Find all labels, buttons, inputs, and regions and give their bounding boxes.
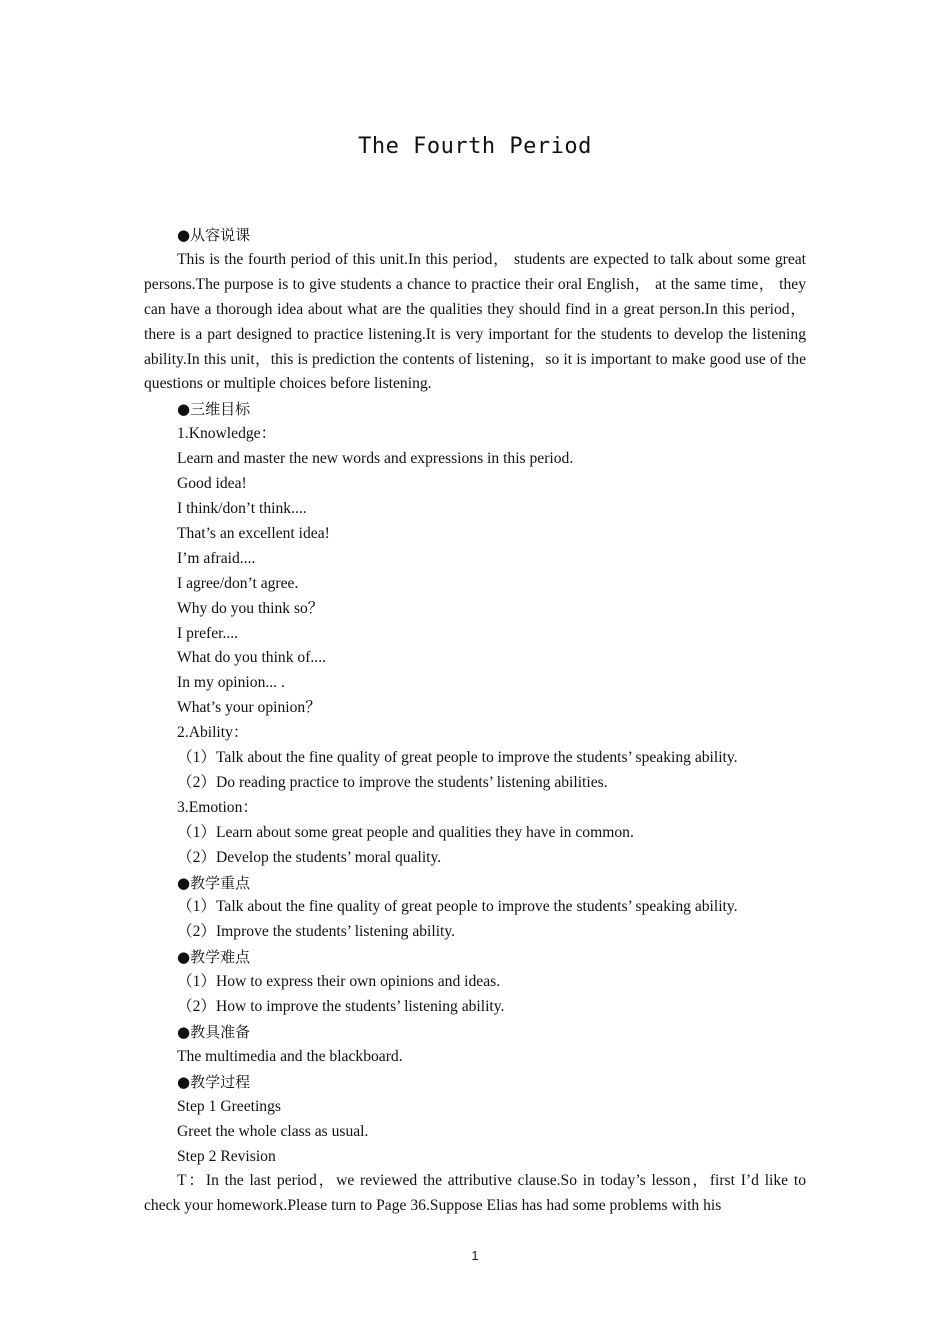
knowledge-line: I agree/don’t agree. [177,574,299,592]
emotion-line: （2）Develop the students’ moral quality. [177,848,442,866]
knowledge-line: Why do you think so？ [177,599,324,617]
document-body [144,223,806,1219]
knowledge-line: I think/don’t think.... [177,499,307,517]
step-text: T：In the last period，we reviewed the attributive clause.So in today’s lesson，first I’d like to check your homework.Please turn to Page 36.Suppose Elias has had some problems with his [144,1172,806,1215]
knowledge-line: Learn and master the new words and expressions in this period. [177,450,574,468]
knowledge-line: That’s an excellent idea! [177,524,330,542]
knowledge-label: 1.Knowledge： [177,425,277,443]
emotion-label: 3.Emotion： [177,798,258,816]
knowledge-line: In my opinion... . [177,674,285,692]
step-title: Step 1 Greetings [177,1097,281,1115]
ability-line: （2）Do reading practice to improve the students’ listening abilities. [177,773,608,791]
difficulty-line: （2）How to improve the students’ listening ability. [177,998,505,1016]
knowledge-line: I’m afraid.... [177,549,256,567]
section-heading-difficulties: ●教学难点 [177,948,251,967]
section-heading-aids: ●教具准备 [177,1023,251,1041]
ability-label: 2.Ability： [177,724,249,742]
knowledge-line: Good idea! [177,475,247,493]
section-heading-process: ●教学过程 [177,1072,251,1091]
page-title: The Fourth Period [358,134,592,159]
section-heading-key-points: ●教学重点 [177,873,251,892]
ability-line: （1）Talk about the fine quality of great people to improve the students’ speaking ability. [177,749,738,767]
step-text: Greet the whole class as usual. [177,1122,369,1140]
difficulty-line: （1）How to express their own opinions and ideas. [177,973,501,991]
step-title: Step 2 Revision [177,1147,276,1165]
aids-line: The multimedia and the blackboard. [177,1047,403,1065]
intro-paragraph: This is the fourth period of this unit.In this period， students are expected to talk about some great persons.The purpose is to give students a chance to practice their oral English， at the same time， they can have a thorough idea about what are the qualities they should find in a great person.In this period， there is a part designed to practice listening.It is very important for the students to develop the listening ability.In this unit，this is prediction the contents of listening，so it is important to make good use of the questions or multiple choices before listening. [144,250,806,393]
key-point-line: （2）Improve the students’ listening ability. [177,923,456,941]
page-number: 1 [471,1248,479,1263]
knowledge-line: I prefer.... [177,624,239,642]
knowledge-line: What’s your opinion？ [177,699,321,717]
knowledge-line: What do you think of.... [177,649,326,667]
emotion-line: （1）Learn about some great people and qualities they have in common. [177,823,634,841]
key-point-line: （1）Talk about the fine quality of great people to improve the students’ speaking ability. [177,898,738,916]
section-heading-objectives: ●三维目标 [177,400,251,419]
section-heading-intro: ●从容说课 [177,226,251,244]
